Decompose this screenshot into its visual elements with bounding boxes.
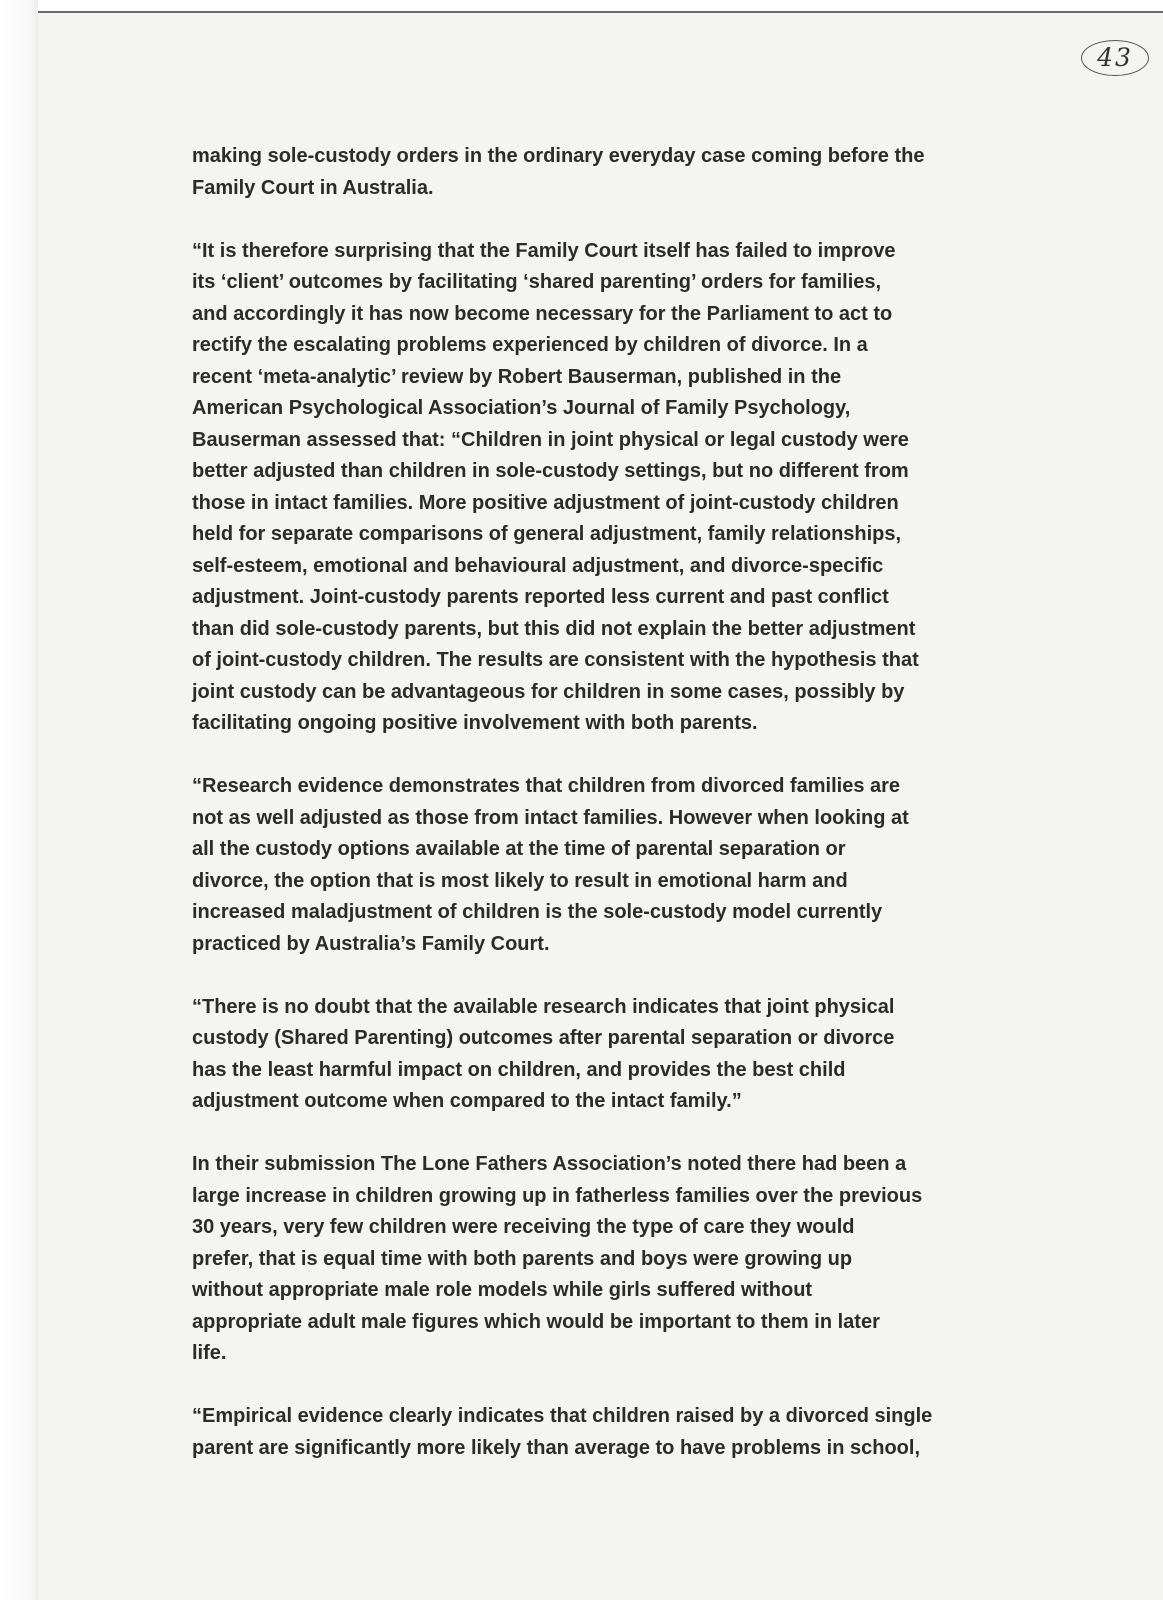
text-line: “There is no doubt that the available research indicates that joint physical — [192, 995, 895, 1018]
text-line: than did sole-custody parents, but this did not explain the better adjustment — [192, 617, 916, 640]
paragraph-3 — [192, 771, 1032, 960]
text-line: recent ‘meta-analytic’ review by Robert Bauserman, published in the — [192, 365, 842, 388]
paragraph-1 — [192, 141, 1032, 204]
text-line: custody (Shared Parenting) outcomes after parental separation or divorce — [192, 1027, 895, 1049]
text-line: better adjusted than children in sole-custody settings, but no different from — [192, 460, 909, 482]
page-number: 43 — [1081, 40, 1149, 76]
text-line: of joint-custody children. The results are consistent with the hypothesis that — [192, 649, 919, 671]
paragraph-4 — [192, 992, 1032, 1118]
scan-margin-top — [38, 0, 1163, 13]
text-line: and accordingly it has now become necessary for the Parliament to act to — [192, 302, 893, 325]
text-line: divorce, the option that is most likely to result in emotional harm and — [192, 869, 848, 892]
text-line: “Research evidence demonstrates that children from divorced families are — [192, 775, 901, 797]
scan-margin-left — [0, 0, 38, 1600]
text-line: facilitating ongoing positive involvement with both parents. — [192, 712, 758, 734]
text-line: held for separate comparisons of general adjustment, family relationships, — [192, 523, 902, 545]
text-line: adjustment. Joint-custody parents reported less current and past conflict — [192, 586, 889, 608]
text-line: Bauserman assessed that: “Children in joint physical or legal custody were — [192, 428, 909, 451]
text-line: “Empirical evidence clearly indicates that children raised by a divorced single — [192, 1405, 933, 1427]
text-line: American Psychological Association’s Journal of Family Psychology, — [192, 397, 851, 419]
text-line: life. — [192, 1342, 227, 1364]
text-line: not as well adjusted as those from intact families. However when looking at — [192, 806, 909, 829]
text-line: making sole-custody orders in the ordinary everyday case coming before the — [192, 145, 925, 167]
text-line: prefer, that is equal time with both parents and boys were growing up — [192, 1247, 853, 1270]
text-line: without appropriate male role models while girls suffered without — [192, 1279, 813, 1301]
text-line: rectify the escalating problems experienced by children of divorce. In a — [192, 334, 868, 356]
text-line: large increase in children growing up in fatherless families over the previous — [192, 1184, 923, 1207]
paragraph-5 — [192, 1149, 1032, 1370]
text-line: those in intact families. More positive adjustment of joint-custody children — [192, 491, 899, 514]
text-line: appropriate adult male figures which would be important to them in later — [192, 1310, 880, 1333]
text-line: adjustment outcome when compared to the intact family.” — [192, 1090, 742, 1112]
text-line: self-esteem, emotional and behavioural adjustment, and divorce-specific — [192, 554, 884, 577]
text-line: practiced by Australia’s Family Court. — [192, 932, 550, 955]
paragraph-2 — [192, 236, 1032, 740]
text-line: has the least harmful impact on children, and provides the best child — [192, 1058, 846, 1081]
paragraph-6 — [192, 1401, 1032, 1464]
document-body — [192, 141, 1032, 1496]
text-line: Family Court in Australia. — [192, 176, 434, 199]
text-line: joint custody can be advantageous for children in some cases, possibly by — [192, 680, 905, 703]
text-line: “It is therefore surprising that the Family Court itself has failed to improve — [192, 239, 896, 262]
text-line: In their submission The Lone Fathers Association’s noted there had been a — [192, 1153, 907, 1175]
text-line: all the custody options available at the time of parental separation or — [192, 838, 846, 860]
text-line: 30 years, very few children were receiving the type of care they would — [192, 1216, 855, 1238]
text-line: its ‘client’ outcomes by facilitating ‘shared parenting’ orders for families, — [192, 271, 882, 293]
text-line: increased maladjustment of children is the sole-custody model currently — [192, 901, 883, 923]
text-line: parent are significantly more likely than average to have problems in school, — [192, 1436, 921, 1459]
